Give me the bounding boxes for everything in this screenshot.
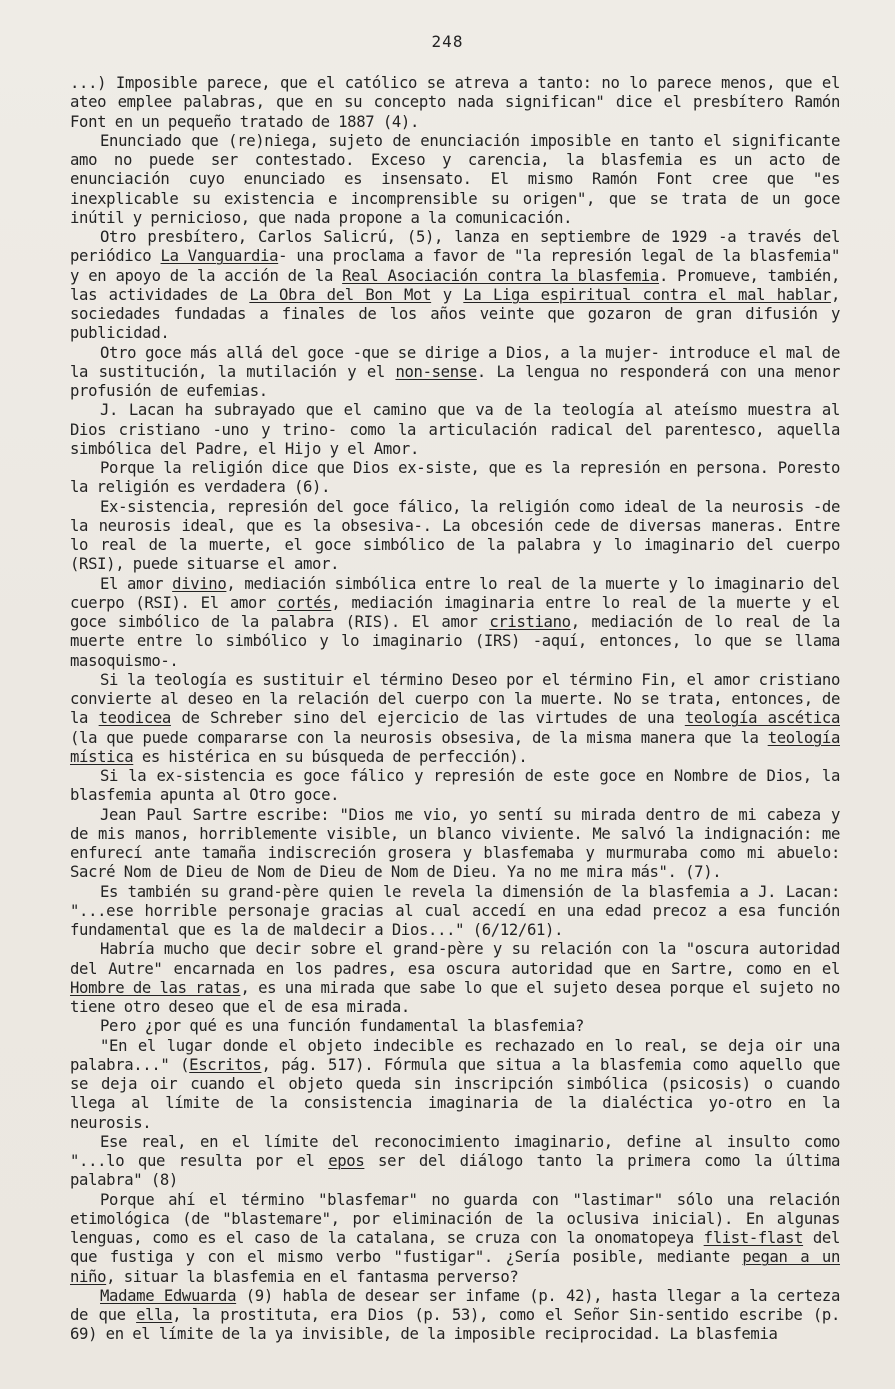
- text-run: Jean Paul Sartre escribe: "Dios me vio, yo sentí su mirada dentro de mi cabeza y de mis manos, horriblemente visible, un blanco viviente. Me salvó la indignación: me enfurecí ante tamaña indiscreción grosera y blasfemaba y murmuraba como mi abuelo: Sacré Nom de Dieu de Nom de Dieu de Nom de Dieu. Ya no me mira más". (7).: [70, 805, 840, 882]
- paragraph: [70, 1037, 840, 1133]
- underlined-term: teología ascética: [684, 709, 840, 728]
- text-run: , sociedades fundadas a finales de los años veinte que gozaron de gran difusión y publicidad.: [70, 285, 840, 343]
- text-run: , pág. 517). Fórmula que situa a la blasfemia como aquello que se deja oir cuando el objeto queda sin inscripción simbólica (psicosis) o cuando llega al límite de la consistencia imaginaria de la dialéctica yo-otro en la neurosis.: [70, 1055, 841, 1132]
- text-run: . La lengua no responderá con una menor profusión de eufemias.: [70, 362, 840, 400]
- paragraph: [70, 575, 840, 671]
- text-run: (la que puede compararse con la neurosis obsesiva, de la misma manera que la: [70, 728, 768, 747]
- text-run: Porque ahí el término "blasfemar" no guarda con "lastimar" sólo una relación etimológica (de "blastemare", por eliminación de la oclusiva inicial). En algunas lenguas, como es el caso de la catalana, se cruza con la onomatopeya: [70, 1190, 840, 1247]
- text-run: , mediación simbólica entre lo real de la muerte y lo imaginario del cuerpo (RSI). El amor: [70, 574, 840, 612]
- paragraph: [70, 1133, 840, 1191]
- underlined-term: Real Asociación contra la blasfemia: [342, 266, 659, 285]
- paragraph: [70, 940, 840, 1017]
- paragraph: [70, 1287, 840, 1345]
- paragraph: [70, 228, 840, 344]
- underlined-term: Escritos: [189, 1055, 262, 1074]
- paragraph: [70, 671, 840, 767]
- underlined-term: epos: [328, 1152, 365, 1170]
- text-run: "En el lugar donde el objeto indecible es rechazado en lo real, se deja oir una palabra..." (: [70, 1036, 840, 1074]
- underlined-term: non-sense: [395, 362, 477, 381]
- text-run: , mediación de lo real de la muerte entre lo simbólico y lo imaginario (IRS) -aquí, entonces, lo que se llama masoquismo-.: [70, 613, 840, 670]
- text-run: Si la teología es sustituir el término Deseo por el término Fin, el amor cristiano convierte al deseo en la relación del cuerpo con la muerte. No se trata, entonces, de la: [70, 670, 840, 728]
- text-run: , es una mirada que sabe lo que el sujeto desea porque el sujeto no tiene otro deseo que el de esa mirada.: [70, 978, 841, 1016]
- underlined-term: teodicea: [98, 709, 171, 728]
- text-run: Otro presbítero, Carlos Salicrú, (5), lanza en septiembre de 1929 -a través del periódico: [70, 228, 840, 266]
- page-number: 248: [431, 32, 464, 51]
- text-run: , mediación imaginaria entre lo real de la muerte y el goce simbólico de la palabra (RIS). El amor: [70, 593, 840, 631]
- text-run: ser del diálogo tanto la primera como la última palabra" (8): [70, 1152, 840, 1190]
- paragraph: [70, 806, 840, 883]
- underlined-term: cortés: [277, 593, 332, 612]
- text-run: Si la ex-sistencia es goce fálico y represión de este goce en Nombre de Dios, la blasfemia apunta al Otro goce.: [70, 767, 840, 805]
- paragraph: [70, 1191, 840, 1287]
- text-run: , la prostituta, era Dios (p. 53), como el Señor Sin-sentido escribe (p. 69) en el límite de la ya invisible, de la imposible reciprocidad. La blasfemia: [70, 1306, 840, 1344]
- text-run: Otro goce más allá del goce -que se dirige a Dios, a la mujer- introduce el mal de la sustitución, la mutilación y el: [70, 343, 840, 381]
- underlined-term: La Obra del Bon Mot: [249, 285, 432, 304]
- underlined-term: pegan a un niño: [70, 1248, 840, 1286]
- paragraph: [70, 459, 840, 498]
- underlined-term: teología mística: [70, 728, 840, 766]
- text-run: Pero ¿por qué es una función fundamental la blasfemia?: [100, 1017, 585, 1036]
- paragraph: [70, 498, 840, 575]
- underlined-term: flist-flast: [703, 1229, 804, 1247]
- text-run: J. Lacan ha subrayado que el camino que va de la teología al ateísmo muestra al Dios cristiano -uno y trino- como la articulación radical del parentesco, aquella simbólica del Padre, el Hijo y el Amor.: [70, 401, 840, 458]
- text-run: la religión es verdadera (6).: [70, 478, 331, 497]
- text-run: ...) Imposible parece, que el católico se atreva a tanto: no lo parece menos, que el ateo emplee palabras, que en su concepto nada significan" dice el presbítero Ramón Font en un pequeño tratado de 1887 (4).: [70, 74, 840, 131]
- text-run: Es también su grand-père quien le revela la dimensión de la blasfemia a J. Lacan: "...ese horrible personaje gracias al cual accedí en una edad precoz a esa función fundamental que es la de maldecir a Dios..." (6/12/61).: [70, 882, 840, 939]
- underlined-term: Hombre de las ratas: [70, 978, 241, 997]
- paragraph: [70, 767, 840, 806]
- paragraph: [70, 401, 840, 459]
- text-run: El amor: [100, 574, 173, 593]
- text-run: de Schreber sino del ejercicio de las virtudes de una: [170, 709, 685, 728]
- paragraph: [70, 74, 840, 132]
- text-run: , situar la blasfemia en el fantasma perverso?: [106, 1267, 519, 1286]
- paragraph: [70, 344, 840, 402]
- underlined-term: divino: [172, 574, 227, 593]
- text-run: del que fustiga y con el mismo verbo "fustigar". ¿Sería posible, mediante: [70, 1229, 841, 1267]
- text-run: Porque la religión dice que Dios ex-siste, que es la represión en persona. Por: [100, 459, 814, 477]
- body-text: [70, 74, 840, 1345]
- text-run: Enunciado que (re)niega, sujeto de enunciación imposible en tanto el significante amo no puede ser contestado. Exceso y carencia, la blasfemia es un acto de enunciación cuyo enunciado es insensato. El mismo Ramón Font cree que "es inexplicable su existencia e incomprensible su origen", que se trata de un goce inútil y pernicioso, que nada propone a la comunicación.: [70, 131, 840, 227]
- paragraph: [70, 883, 840, 941]
- text-run: (9) habla de desear ser infame (p. 42), hasta llegar a la certeza de que: [70, 1286, 840, 1324]
- margin-word: esto: [803, 459, 840, 477]
- underlined-term: Madame Edwuarda: [100, 1286, 237, 1305]
- text-run: - una proclama a favor de "la represión legal de la blasfemia" y en apoyo de la acción de la: [70, 247, 841, 285]
- paragraph: [70, 132, 840, 228]
- underlined-term: ella: [136, 1306, 173, 1324]
- text-run: es histérica en su búsqueda de perfección).: [133, 747, 528, 766]
- underlined-term: La Liga espiritual contra el mal hablar: [463, 285, 831, 304]
- text-run: y: [431, 285, 464, 304]
- underlined-term: cristiano: [489, 613, 571, 631]
- text-run: . Promueve, también, las actividades de: [70, 266, 840, 304]
- text-run: Ese real, en el límite del reconocimiento imaginario, define al insulto como "...lo que resulta por el: [70, 1132, 840, 1170]
- underlined-term: La Vanguardia: [160, 247, 279, 266]
- paragraph: [70, 1017, 840, 1036]
- text-run: Habría mucho que decir sobre el grand-père y su relación con la "oscura autoridad del Autre" encarnada en los padres, esa oscura autoridad que en Sartre, como en el: [70, 940, 840, 978]
- text-run: Ex-sistencia, represión del goce fálico, la religión como ideal de la neurosis -de la neurosis ideal, que es la obsesiva-. La obcesión cede de diversas maneras. Entre lo real de la muerte, el goce simbólico de la palabra y lo imaginario del cuerpo (RSI), puede situarse el amor.: [70, 497, 840, 574]
